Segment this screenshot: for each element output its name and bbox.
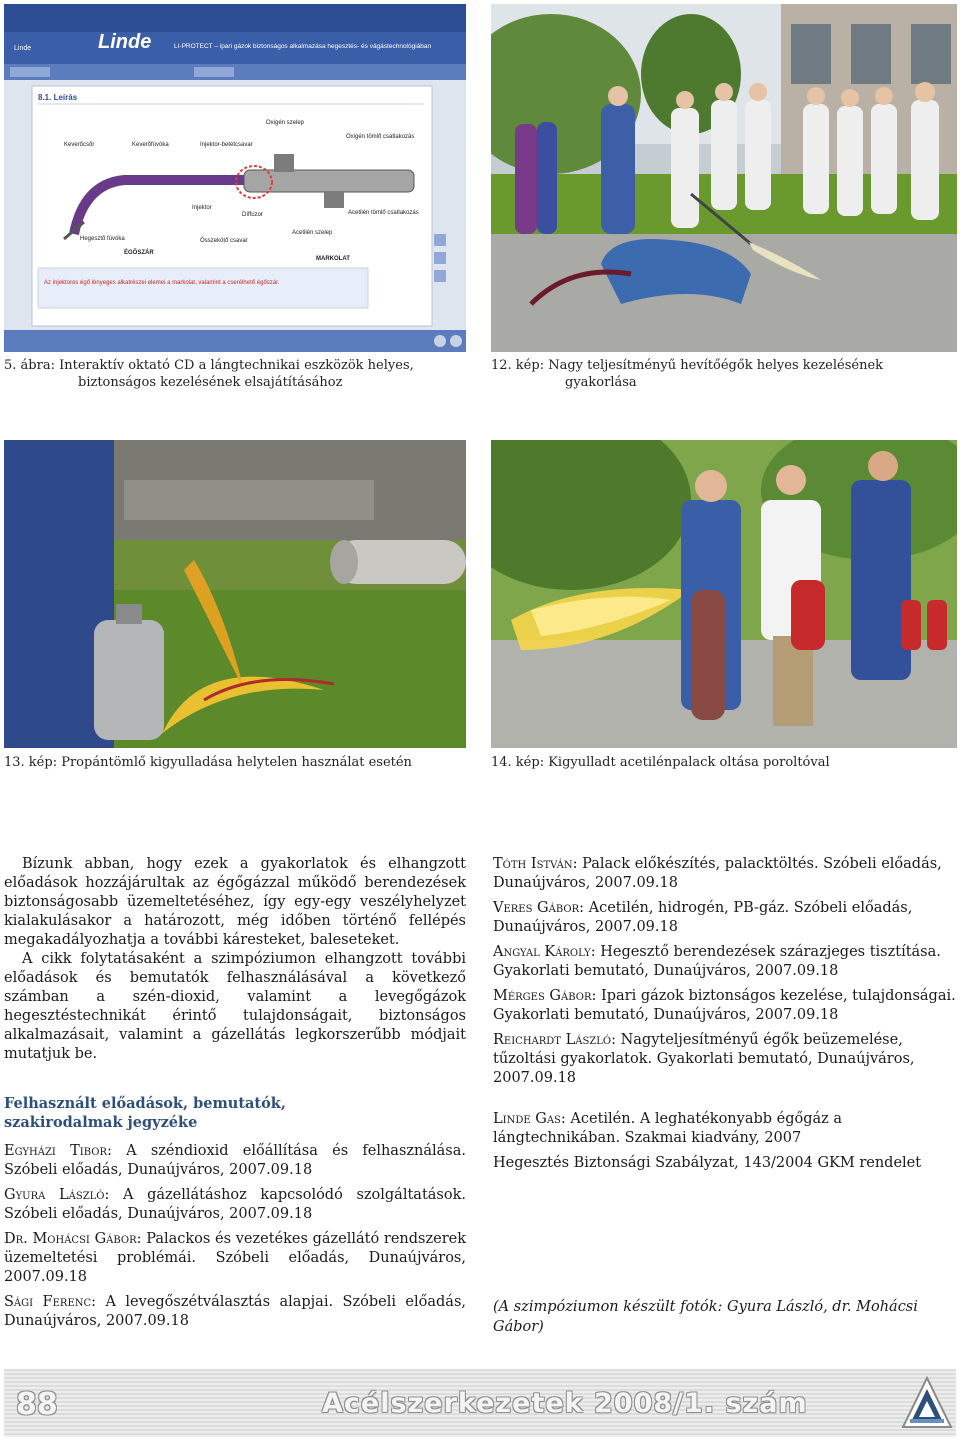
diagram-label-sub: ÉGŐSZÁR: [124, 250, 154, 256]
reference-item: [493, 1031, 957, 1088]
training-cd-screen-image: [4, 4, 466, 352]
journal-logo-icon: [900, 1375, 954, 1431]
reference-item: [493, 1110, 957, 1148]
screen-title: LI-PROTECT – ipari gázok biztonságos alkalmazása hegesztés- és vágástechnológiában: [174, 43, 432, 50]
oxygen-valve-shape: [274, 154, 294, 172]
figure-5-training-cd-screenshot: [4, 4, 466, 352]
figure-13-photo: [4, 440, 466, 748]
screen-brand-small: Linde: [14, 45, 32, 52]
screen-heading: 8.1. Leírás: [38, 93, 78, 102]
figure-14-caption: 14. kép: Kigyulladt acetilénpalack oltása poroltóval: [491, 755, 830, 770]
reference-author: Egyházi Tibor:: [4, 1143, 112, 1159]
reference-text: Hegesztés Biztonsági Szabályzat, 143/2004 GKM rendelet: [493, 1155, 922, 1171]
journal-title: Acélszerkezetek 2008/1. szám: [322, 1388, 808, 1419]
reference-text: Hegesztő berendezések szárazjeges tisztítása. Gyakorlati bemutató, Dunaújváros, 2007.09.18: [493, 944, 941, 979]
photo-credit: (A szimpóziumon készült fotók: Gyura László, dr. Mohácsi Gábor): [493, 1299, 918, 1335]
gas-cylinder-shape: [537, 122, 557, 234]
gas-cylinder-shape: [94, 620, 164, 740]
reference-author: Dr. Mohácsi Gábor:: [4, 1231, 142, 1247]
person-shape: [601, 104, 635, 234]
screen-nav-button: [194, 67, 234, 77]
diagram-label: Keverőfúvóka: [132, 142, 169, 148]
extinguisher-shape: [791, 580, 825, 650]
reference-item: [493, 1154, 957, 1173]
caption-line: biztonságos kezelésének elsajátításához: [78, 375, 343, 390]
acetylene-valve-shape: [324, 192, 344, 208]
figure-12-caption: [491, 357, 957, 391]
diagram-label: Keverőcsőr: [64, 142, 95, 148]
diagram-label: Díffúzor: [242, 212, 263, 218]
reference-author: Tóth István:: [493, 856, 578, 872]
reference-item: [4, 1186, 466, 1224]
diagram-label: Hegesztő fúvóka: [80, 236, 125, 242]
page-footer: [4, 1369, 956, 1437]
screen-nav-button: [10, 67, 50, 77]
propane-hose-fire-photo: [4, 440, 466, 748]
figure-12-photo: [491, 4, 957, 352]
diagram-label: Injektor-betétcsavar: [200, 142, 253, 148]
right-column: [493, 855, 957, 1179]
reference-text: Acetilén, hidrogén, PB-gáz. Szóbeli előadás, Dunaújváros, 2007.09.18: [493, 900, 913, 935]
burner-practice-photo: [491, 4, 957, 352]
gas-cylinder-shape: [691, 590, 725, 720]
figure-13-caption: 13. kép: Propántömlő kigyulladása helytelen használat esetén: [4, 755, 412, 770]
caption-line: gyakorlása: [565, 375, 637, 390]
person-shape: [851, 480, 911, 680]
body-paragraph: A cikk folytatásaként a szimpóziumon elhangzott további előadások és bemutatók felhasználásával a következő számban a szén-dioxid, valamint a levegőgázok hegesztéstechnikát érintő tulajdonságait, biztonságos alkalmazásait, valamint a gázellátás legkorszerűbb módjait mutatjuk be.: [4, 951, 466, 1062]
diagram-label-sub: MARKOLAT: [316, 256, 350, 262]
reference-text: Nagyteljesítményű égők beüzemelése, tűzoltási gyakorlatok. Gyakorlati bemutató, Dunaújváros, 2007.09.18: [493, 1032, 915, 1086]
reference-item: [493, 943, 957, 981]
concrete-slab-shape: [124, 480, 374, 520]
diagram-label: Injektor: [192, 205, 212, 211]
reference-author: Veres Gábor:: [493, 900, 585, 916]
page-number: 88: [16, 1387, 58, 1422]
caption-line: 12. kép: Nagy teljesítményű hevítőégők helyes kezelésének: [491, 358, 884, 373]
reference-author: Gyura László:: [4, 1187, 110, 1203]
reference-text: Ipari gázok biztonságos kezelése, tulajdonságai. Gyakorlati bemutató, Dunaújváros, 2007.09.18: [493, 988, 956, 1023]
diagram-label: Összekötő csavar: [200, 238, 248, 244]
reference-item: [493, 987, 957, 1025]
body-paragraph: Bízunk abban, hogy ezek a gyakorlatok és elhangzott előadások hozzájárultak az égőgázzal működő berendezések biztonságosabb üzemeltetéséhez, így egy-egy veszélyhelyzet kialakulásakor a határozott, még időben történő fellépés megakadályozhatja a további káresteket, baleseteket.: [4, 856, 466, 948]
caption-line: 5. ábra: Interaktív oktató CD a lángtechnikai eszközök helyes,: [4, 358, 414, 373]
diagram-label: Oxigén szelep: [266, 120, 305, 126]
diagram-label: Oxigén tömlő csatlakozás: [346, 134, 415, 140]
reference-text: A levegőszétválasztás alapjai. Szóbeli előadás, Dunaújváros, 2007.09.18: [4, 1294, 466, 1329]
reference-item: [4, 1293, 466, 1331]
reference-author: Angyal Károly:: [493, 944, 596, 960]
reference-author: Mérges Gábor:: [493, 988, 597, 1004]
reference-author: Reichardt László:: [493, 1032, 616, 1048]
reference-item: [493, 855, 957, 893]
reference-text: Acetilén. A leghatékonyabb égőgáz a lángtechnikában. Szakmai kiadvány, 2007: [493, 1111, 843, 1146]
heading-line: Felhasznált előadások, bemutatók,: [4, 1095, 286, 1112]
figure-14-photo: [491, 440, 957, 748]
reference-item: [4, 1142, 466, 1180]
linde-logo-text: Linde: [98, 31, 152, 53]
screen-note: Az injektoros égő lényeges alkatrészei elemei a markolat, valamint a cserélhető égőszár.: [44, 280, 280, 286]
reference-author: Linde Gas:: [493, 1111, 566, 1127]
reference-text: A gázellátáshoz kapcsolódó szolgáltatások. Szóbeli előadás, Dunaújváros, 2007.09.18: [4, 1187, 466, 1222]
reference-item: [493, 899, 957, 937]
figure-5-caption: [4, 357, 466, 391]
reference-text: Palackos és vezetékes gázellátó rendszerek üzemeltetési problémái. Szóbeli előadás, Dunaújváros, 2007.09.18: [4, 1231, 467, 1285]
acetylene-extinguishing-photo: [491, 440, 957, 748]
person-shape: [671, 108, 699, 228]
diagram-label: Acetilén tömlő csatlakozás: [348, 210, 419, 216]
heading-line: szakirodalmak jegyzéke: [4, 1114, 198, 1131]
reference-text: Palack előkészítés, palacktöltés. Szóbeli előadás, Dunaújváros, 2007.09.18: [493, 856, 942, 891]
references-heading: [4, 1094, 466, 1132]
reference-author: Sági Ferenc:: [4, 1294, 97, 1310]
gas-cylinder-shape: [515, 124, 537, 234]
diagram-label: Acetilén szelep: [292, 230, 333, 236]
reference-item: [4, 1230, 466, 1287]
reference-text: A széndioxid előállítása és felhasználása. Szóbeli előadás, Dunaújváros, 2007.09.18: [4, 1143, 466, 1178]
left-column: [4, 855, 466, 1337]
